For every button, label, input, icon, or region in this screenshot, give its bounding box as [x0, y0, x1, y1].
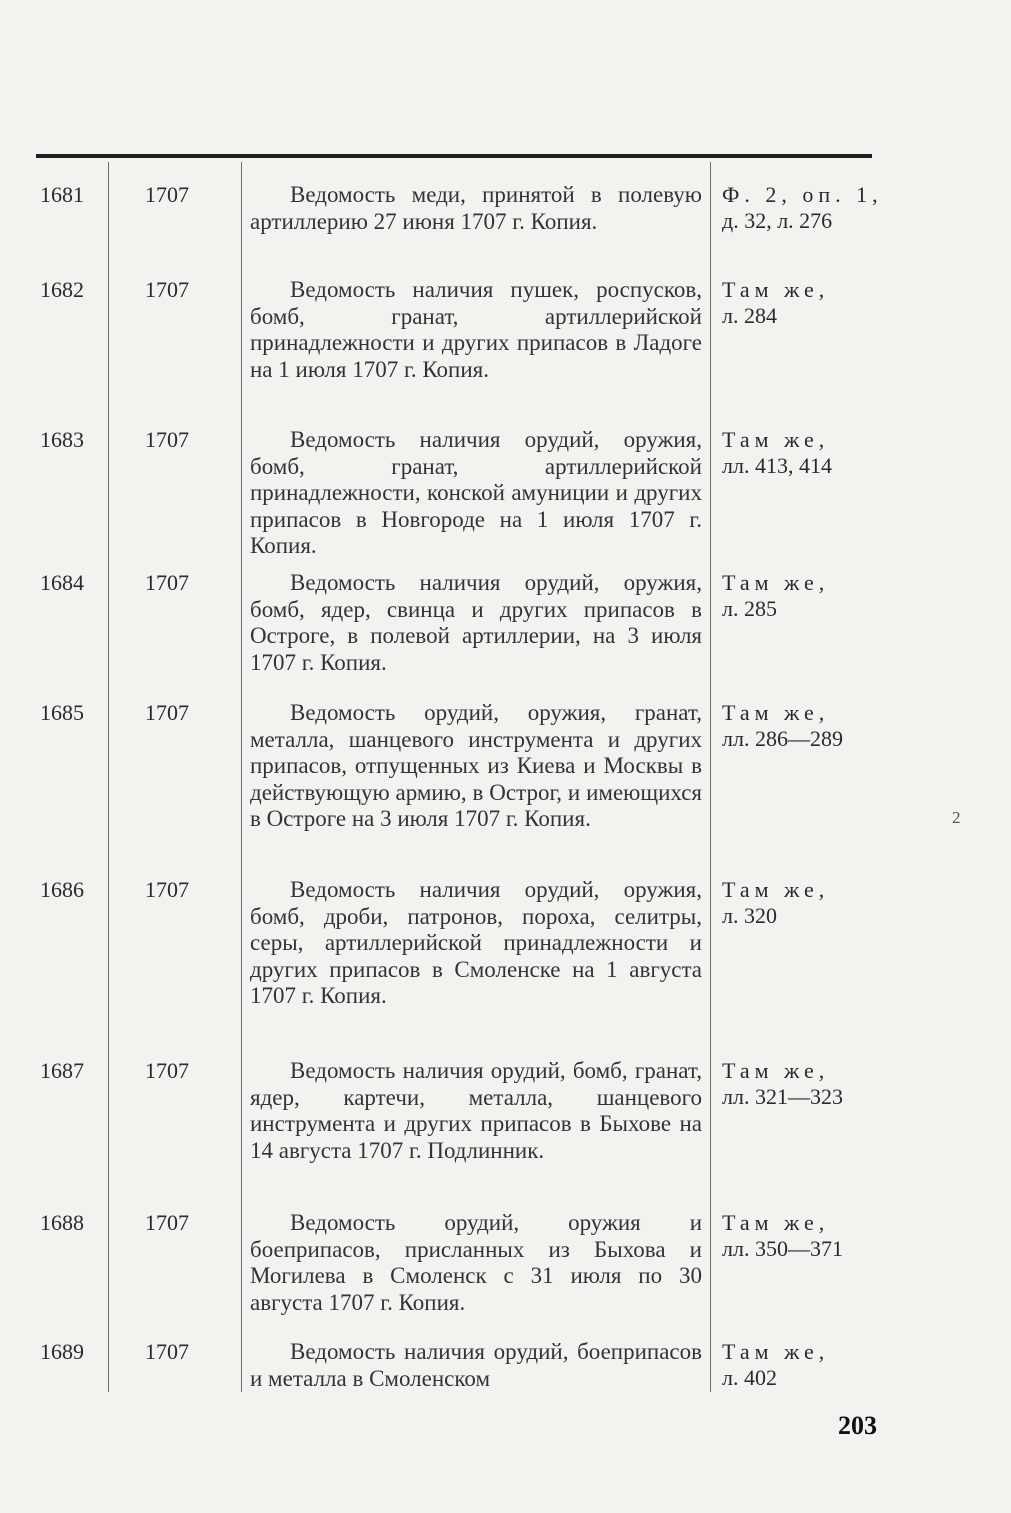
entry-number: 1689: [40, 1339, 84, 1364]
reference-sheet: лл. 413, 414: [722, 453, 832, 478]
entry-description: Ведомость наличия орудий, боеприпасов и металла в Смоленском: [250, 1339, 702, 1391]
entry-description: Ведомость наличия орудий, оружия, бомб, ядер, свинца и других припасов в Остроге, в полевой артиллерии, на 3 июля 1707 г. Копия.: [250, 570, 702, 675]
entry-year: 1707: [145, 1339, 189, 1364]
entry-number: 1684: [40, 570, 84, 595]
entry-reference: [722, 570, 872, 622]
entry-year: 1707: [145, 427, 189, 452]
entry-number: 1682: [40, 277, 84, 302]
entry-number: 1683: [40, 427, 84, 452]
reference-sheet: лл. 321—323: [722, 1084, 843, 1109]
entry-description: Ведомость орудий, оружия, гранат, металла, шанцевого инструмента и других припасов, отпущенных из Киева и Москвы в действующую армию, в Острог, и имеющихся в Остроге на 3 июля 1707 г. Копия.: [250, 700, 702, 831]
reference-head: Там же,: [722, 427, 830, 452]
reference-head: Там же,: [722, 570, 830, 595]
reference-head: Там же,: [722, 877, 830, 902]
entry-reference: [722, 1058, 872, 1110]
entry-reference: [722, 182, 883, 234]
column-divider-2: [241, 162, 242, 1392]
reference-sheet: л. 285: [722, 596, 777, 621]
entry-description: Ведомость наличия орудий, оружия, бомб, гранат, артиллерийской принадлежности, конской амуниции и других припасов в Новгороде на 1 июля 1707 г. Копия.: [250, 427, 702, 558]
reference-head: Там же,: [722, 1210, 830, 1235]
entry-description: Ведомость наличия орудий, бомб, гранат, ядер, картечи, металла, шанцевого инструмента и других припасов в Быхове на 14 августа 1707 г. Подлинник.: [250, 1058, 702, 1163]
entry-number: 1685: [40, 700, 84, 725]
reference-head: Там же,: [722, 700, 830, 725]
reference-head: Там же,: [722, 1339, 830, 1364]
entry-reference: [722, 877, 872, 929]
entry-description: Ведомость наличия пушек, роспусков, бомб, гранат, артиллерийской принадлежности и других припасов в Ладоге на 1 июля 1707 г. Копия.: [250, 277, 702, 382]
reference-head: Там же,: [722, 277, 830, 302]
entry-number: 1686: [40, 877, 84, 902]
entry-number: 1681: [40, 182, 84, 207]
reference-head: Ф. 2, оп. 1,: [722, 182, 883, 207]
entry-number: 1688: [40, 1210, 84, 1235]
entry-reference: [722, 700, 872, 752]
entry-number: 1687: [40, 1058, 84, 1083]
entry-description: Ведомость меди, принятой в полевую артиллерию 27 июня 1707 г. Копия.: [250, 182, 702, 234]
entry-reference: [722, 277, 872, 329]
entry-year: 1707: [145, 277, 189, 302]
entry-reference: [722, 1210, 872, 1262]
reference-sheet: д. 32, л. 276: [722, 208, 833, 233]
entry-year: 1707: [145, 877, 189, 902]
column-divider-1: [108, 162, 109, 1392]
page-number: 203: [838, 1411, 877, 1440]
entry-reference: [722, 1339, 872, 1391]
reference-sheet: лл. 286—289: [722, 726, 843, 751]
reference-head: Там же,: [722, 1058, 830, 1083]
entry-description: Ведомость наличия орудий, оружия, бомб, дроби, патронов, пороха, селитры, серы, артиллерийской принадлежности и других припасов в Смоленске на 1 августа 1707 г. Копия.: [250, 877, 702, 1008]
entry-reference: [722, 427, 872, 479]
margin-mark: 2: [952, 808, 961, 827]
column-divider-3: [710, 162, 711, 1392]
reference-sheet: л. 402: [722, 1365, 777, 1390]
entry-year: 1707: [145, 1210, 189, 1235]
entry-year: 1707: [145, 700, 189, 725]
entry-year: 1707: [145, 182, 189, 207]
entry-description: Ведомость орудий, оружия и боеприпасов, присланных из Быхова и Могилева в Смоленск с 31 июля по 30 августа 1707 г. Копия.: [250, 1210, 702, 1315]
reference-sheet: лл. 350—371: [722, 1236, 843, 1261]
reference-sheet: л. 284: [722, 303, 777, 328]
top-rule: [36, 154, 872, 158]
entry-year: 1707: [145, 570, 189, 595]
entry-year: 1707: [145, 1058, 189, 1083]
reference-sheet: л. 320: [722, 903, 777, 928]
